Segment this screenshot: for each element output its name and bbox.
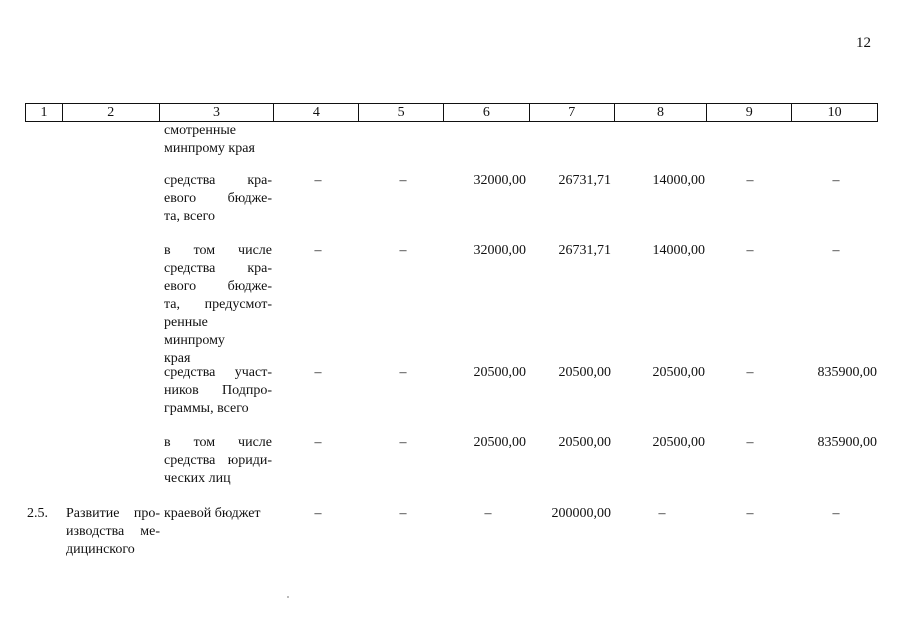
header-col-1: 1: [26, 104, 63, 121]
row-description: [164, 242, 272, 368]
cell-col-9: –: [746, 173, 754, 188]
row-description: [164, 172, 272, 226]
scan-speck: [287, 596, 289, 598]
cell-col-9: –: [746, 243, 754, 258]
row-description: [164, 364, 272, 418]
row-description: краевой бюджет: [164, 506, 261, 521]
desc-line: средства кра-: [164, 261, 272, 276]
cell-col-7: 26731,71: [558, 243, 611, 258]
cell-col-10: –: [832, 506, 840, 521]
desc-line: края: [164, 351, 191, 366]
header-col-7: 7: [530, 104, 615, 121]
header-col-5: 5: [359, 104, 444, 121]
cell-col-6: 20500,00: [473, 435, 526, 450]
desc-line: евого бюдже-: [164, 279, 272, 294]
title-line: дицинского: [66, 542, 135, 557]
item-number: 2.5.: [27, 506, 48, 521]
desc-line: в том числе: [164, 435, 272, 450]
cell-col-4: –: [314, 365, 322, 380]
cell-col-4: –: [314, 173, 322, 188]
desc-line: та, всего: [164, 209, 216, 224]
header-col-8: 8: [615, 104, 708, 121]
header-col-10: 10: [827, 105, 842, 120]
desc-line: средства кра-: [164, 173, 272, 188]
header-col-2: 2: [63, 104, 160, 121]
table-header-row: [25, 103, 878, 122]
row-description: [164, 434, 272, 488]
cell-col-8: 20500,00: [652, 365, 705, 380]
cell-col-6: 32000,00: [473, 173, 526, 188]
cell-col-5: –: [399, 435, 407, 450]
cell-col-10: 835900,00: [817, 435, 877, 450]
desc-line: евого бюдже-: [164, 191, 272, 206]
cell-col-10: –: [832, 173, 840, 188]
desc-line: в том числе: [164, 243, 272, 258]
desc-line: граммы, всего: [164, 401, 249, 416]
cell-col-4: –: [314, 506, 322, 521]
cell-col-5: –: [399, 243, 407, 258]
cell-col-7: 20500,00: [558, 365, 611, 380]
cell-col-7: 200000,00: [551, 506, 611, 521]
cell-col-9: –: [746, 435, 754, 450]
cell-col-8: 20500,00: [652, 435, 705, 450]
cell-col-9: –: [746, 365, 754, 380]
cell-col-8: –: [658, 506, 666, 521]
continuation-line: минпрому края: [164, 141, 255, 156]
cell-col-6: –: [484, 506, 492, 521]
cell-col-4: –: [314, 435, 322, 450]
continuation-line: смотренные: [164, 123, 236, 138]
desc-line: ческих лиц: [164, 471, 231, 486]
cell-col-10: –: [832, 243, 840, 258]
item-title: [66, 505, 160, 559]
desc-line: ренные минпрому: [164, 315, 225, 348]
desc-line: та, предусмот-: [164, 297, 272, 312]
desc-line: ников Подпро-: [164, 383, 272, 398]
cell-col-5: –: [399, 365, 407, 380]
cell-col-9: –: [746, 506, 754, 521]
cell-col-8: 14000,00: [652, 173, 705, 188]
title-line: изводства ме-: [66, 524, 160, 539]
page-number: 12: [856, 35, 871, 51]
cell-col-8: 14000,00: [652, 243, 705, 258]
cell-col-7: 20500,00: [558, 435, 611, 450]
cell-col-6: 20500,00: [473, 365, 526, 380]
cell-col-7: 26731,71: [558, 173, 611, 188]
header-col-4: 4: [274, 104, 359, 121]
cell-col-5: –: [399, 173, 407, 188]
title-line: Развитие про-: [66, 506, 160, 521]
cell-col-4: –: [314, 243, 322, 258]
header-col-3: 3: [160, 104, 275, 121]
cell-col-10: 835900,00: [817, 365, 877, 380]
cell-col-5: –: [399, 506, 407, 521]
cell-col-6: 32000,00: [473, 243, 526, 258]
header-col-6: 6: [444, 104, 530, 121]
desc-line: средства юриди-: [164, 453, 272, 468]
desc-line: средства участ-: [164, 365, 272, 380]
header-col-9: 9: [707, 104, 792, 121]
